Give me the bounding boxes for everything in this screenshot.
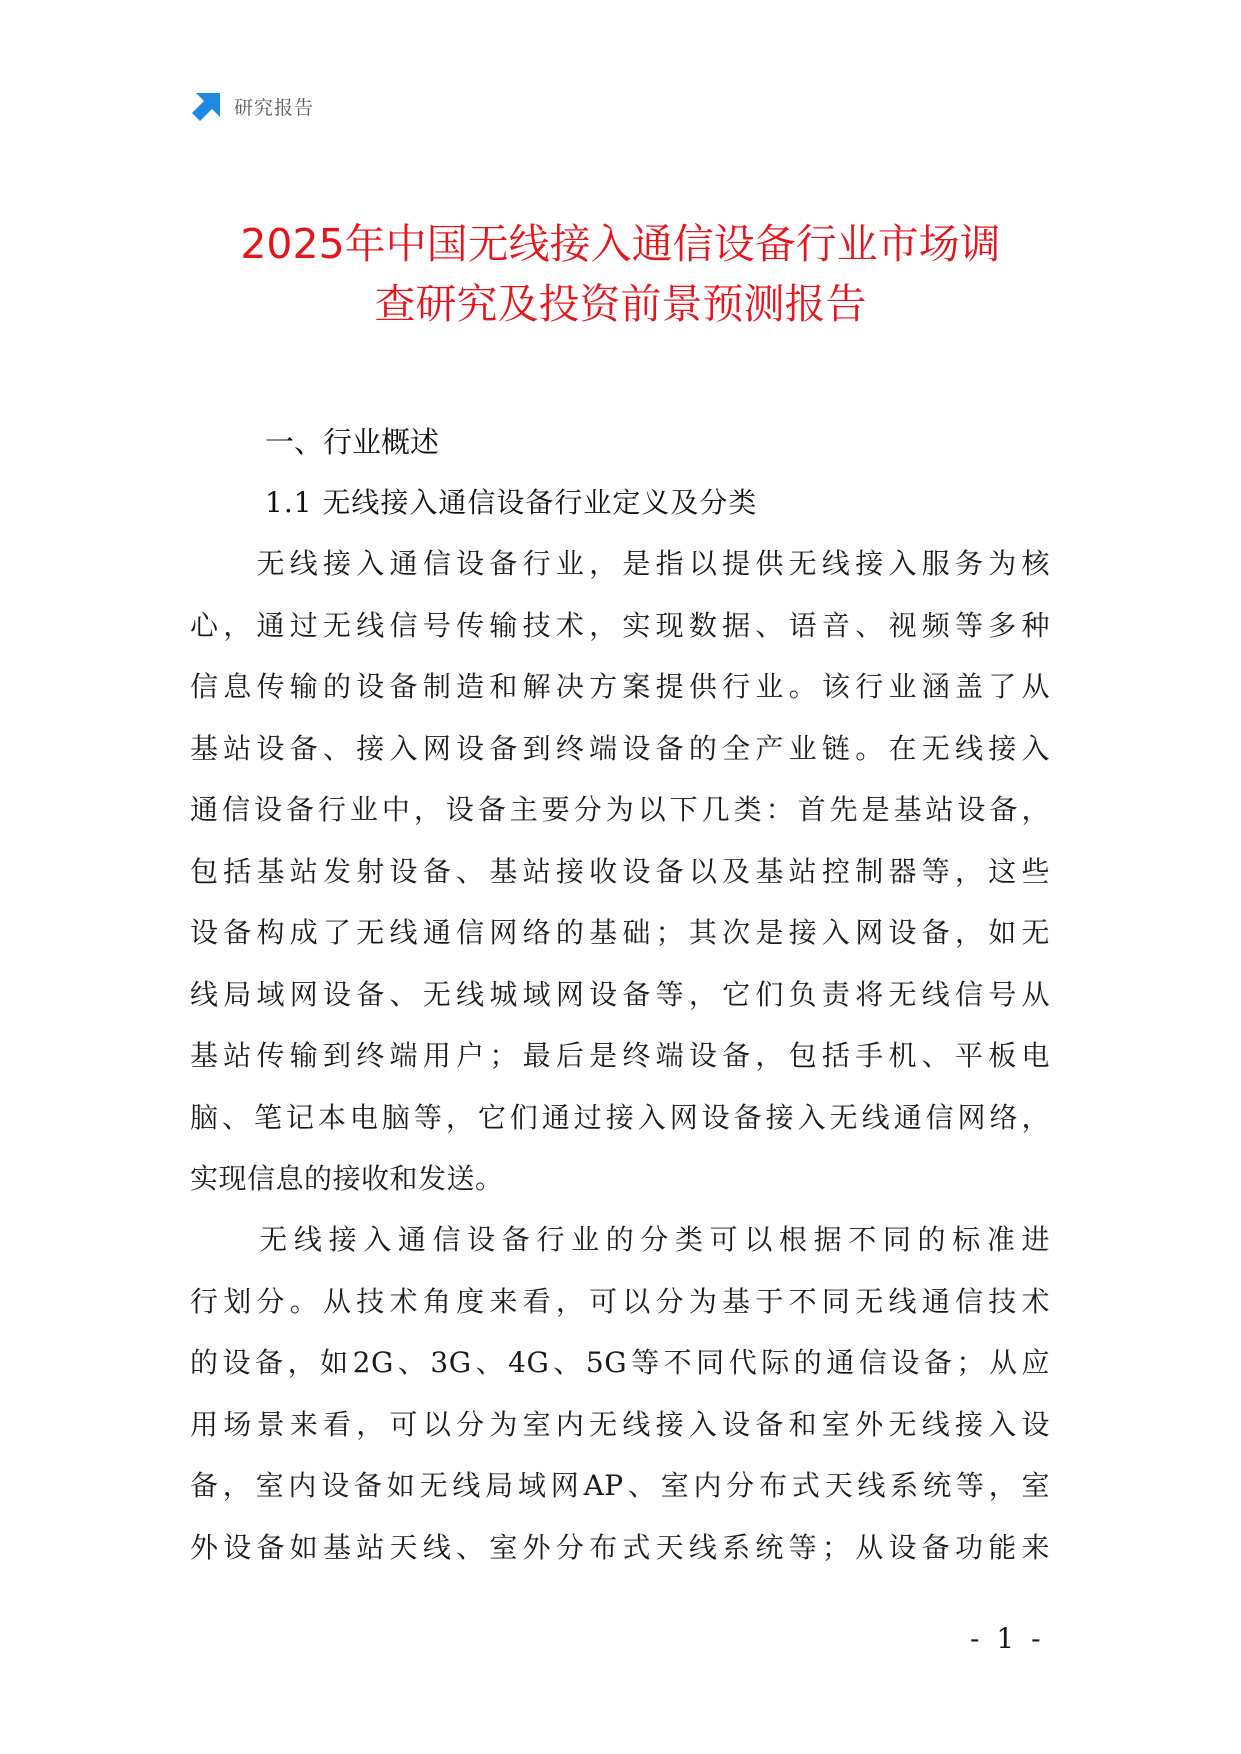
- document-title: [160, 214, 1081, 334]
- text-line: 实现信息的接收和发送。: [190, 1162, 504, 1195]
- text-line: 基站设备、接入网设备到终端设备的全产业链。在无线接入: [190, 731, 1050, 765]
- text-line: 无线接入通信设备行业，是指以提供无线接入服务为核: [190, 547, 1050, 580]
- text-line: 通信设备行业中，设备主要分为以下几类：首先是基站设备，: [190, 793, 1050, 826]
- text-line: 设备构成了无线通信网络的基础；其次是接入网设备，如无: [190, 916, 1050, 949]
- text-line: 包括基站发射设备、基站接收设备以及基站控制器等，这些: [190, 854, 1050, 888]
- text-line: 行划分。从技术角度来看，可以分为基于不同无线通信技术: [190, 1284, 1050, 1318]
- text-line: 用场景来看，可以分为室内无线接入设备和室外无线接入设: [190, 1407, 1050, 1441]
- text-line: 外设备如基站天线、室外分布式天线系统等；从设备功能来: [190, 1530, 1050, 1564]
- subsection-heading: 1.1 无线接入通信设备行业定义及分类: [265, 486, 758, 519]
- page-number: - 1 -: [970, 1622, 1045, 1655]
- arrow-up-right-icon: [190, 89, 224, 123]
- paragraph-classification: [190, 1209, 1050, 1578]
- text-line: 心，通过无线信号传输技术，实现数据、语音、视频等多种: [190, 608, 1050, 642]
- text-line: 的设备，如2G、3G、4G、5G等不同代际的通信设备；从应: [190, 1346, 1050, 1379]
- text-line: 基站传输到终端用户；最后是终端设备，包括手机、平板电: [190, 1039, 1050, 1072]
- text-line: 线局域网设备、无线城域网设备等，它们负责将无线信号从: [190, 977, 1050, 1011]
- text-line: 备，室内设备如无线局域网AP、室内分布式天线系统等，室: [190, 1469, 1050, 1502]
- header-label: 研究报告: [234, 96, 315, 119]
- section-heading: 一、行业概述: [265, 425, 440, 459]
- text-line: 信息传输的设备制造和解决方案提供行业。该行业涵盖了从: [190, 670, 1050, 703]
- document-title-line-2: 查研究及投资前景预测报告: [374, 280, 867, 328]
- text-line: 无线接入通信设备行业的分类可以根据不同的标准进: [190, 1223, 1050, 1256]
- document-title-line-1: 2025年中国无线接入通信设备行业市场调: [240, 220, 1001, 268]
- report-header: [190, 88, 314, 124]
- paragraph-definition: [190, 533, 1050, 1210]
- text-line: 脑、笔记本电脑等，它们通过接入网设备接入无线通信网络，: [190, 1100, 1050, 1134]
